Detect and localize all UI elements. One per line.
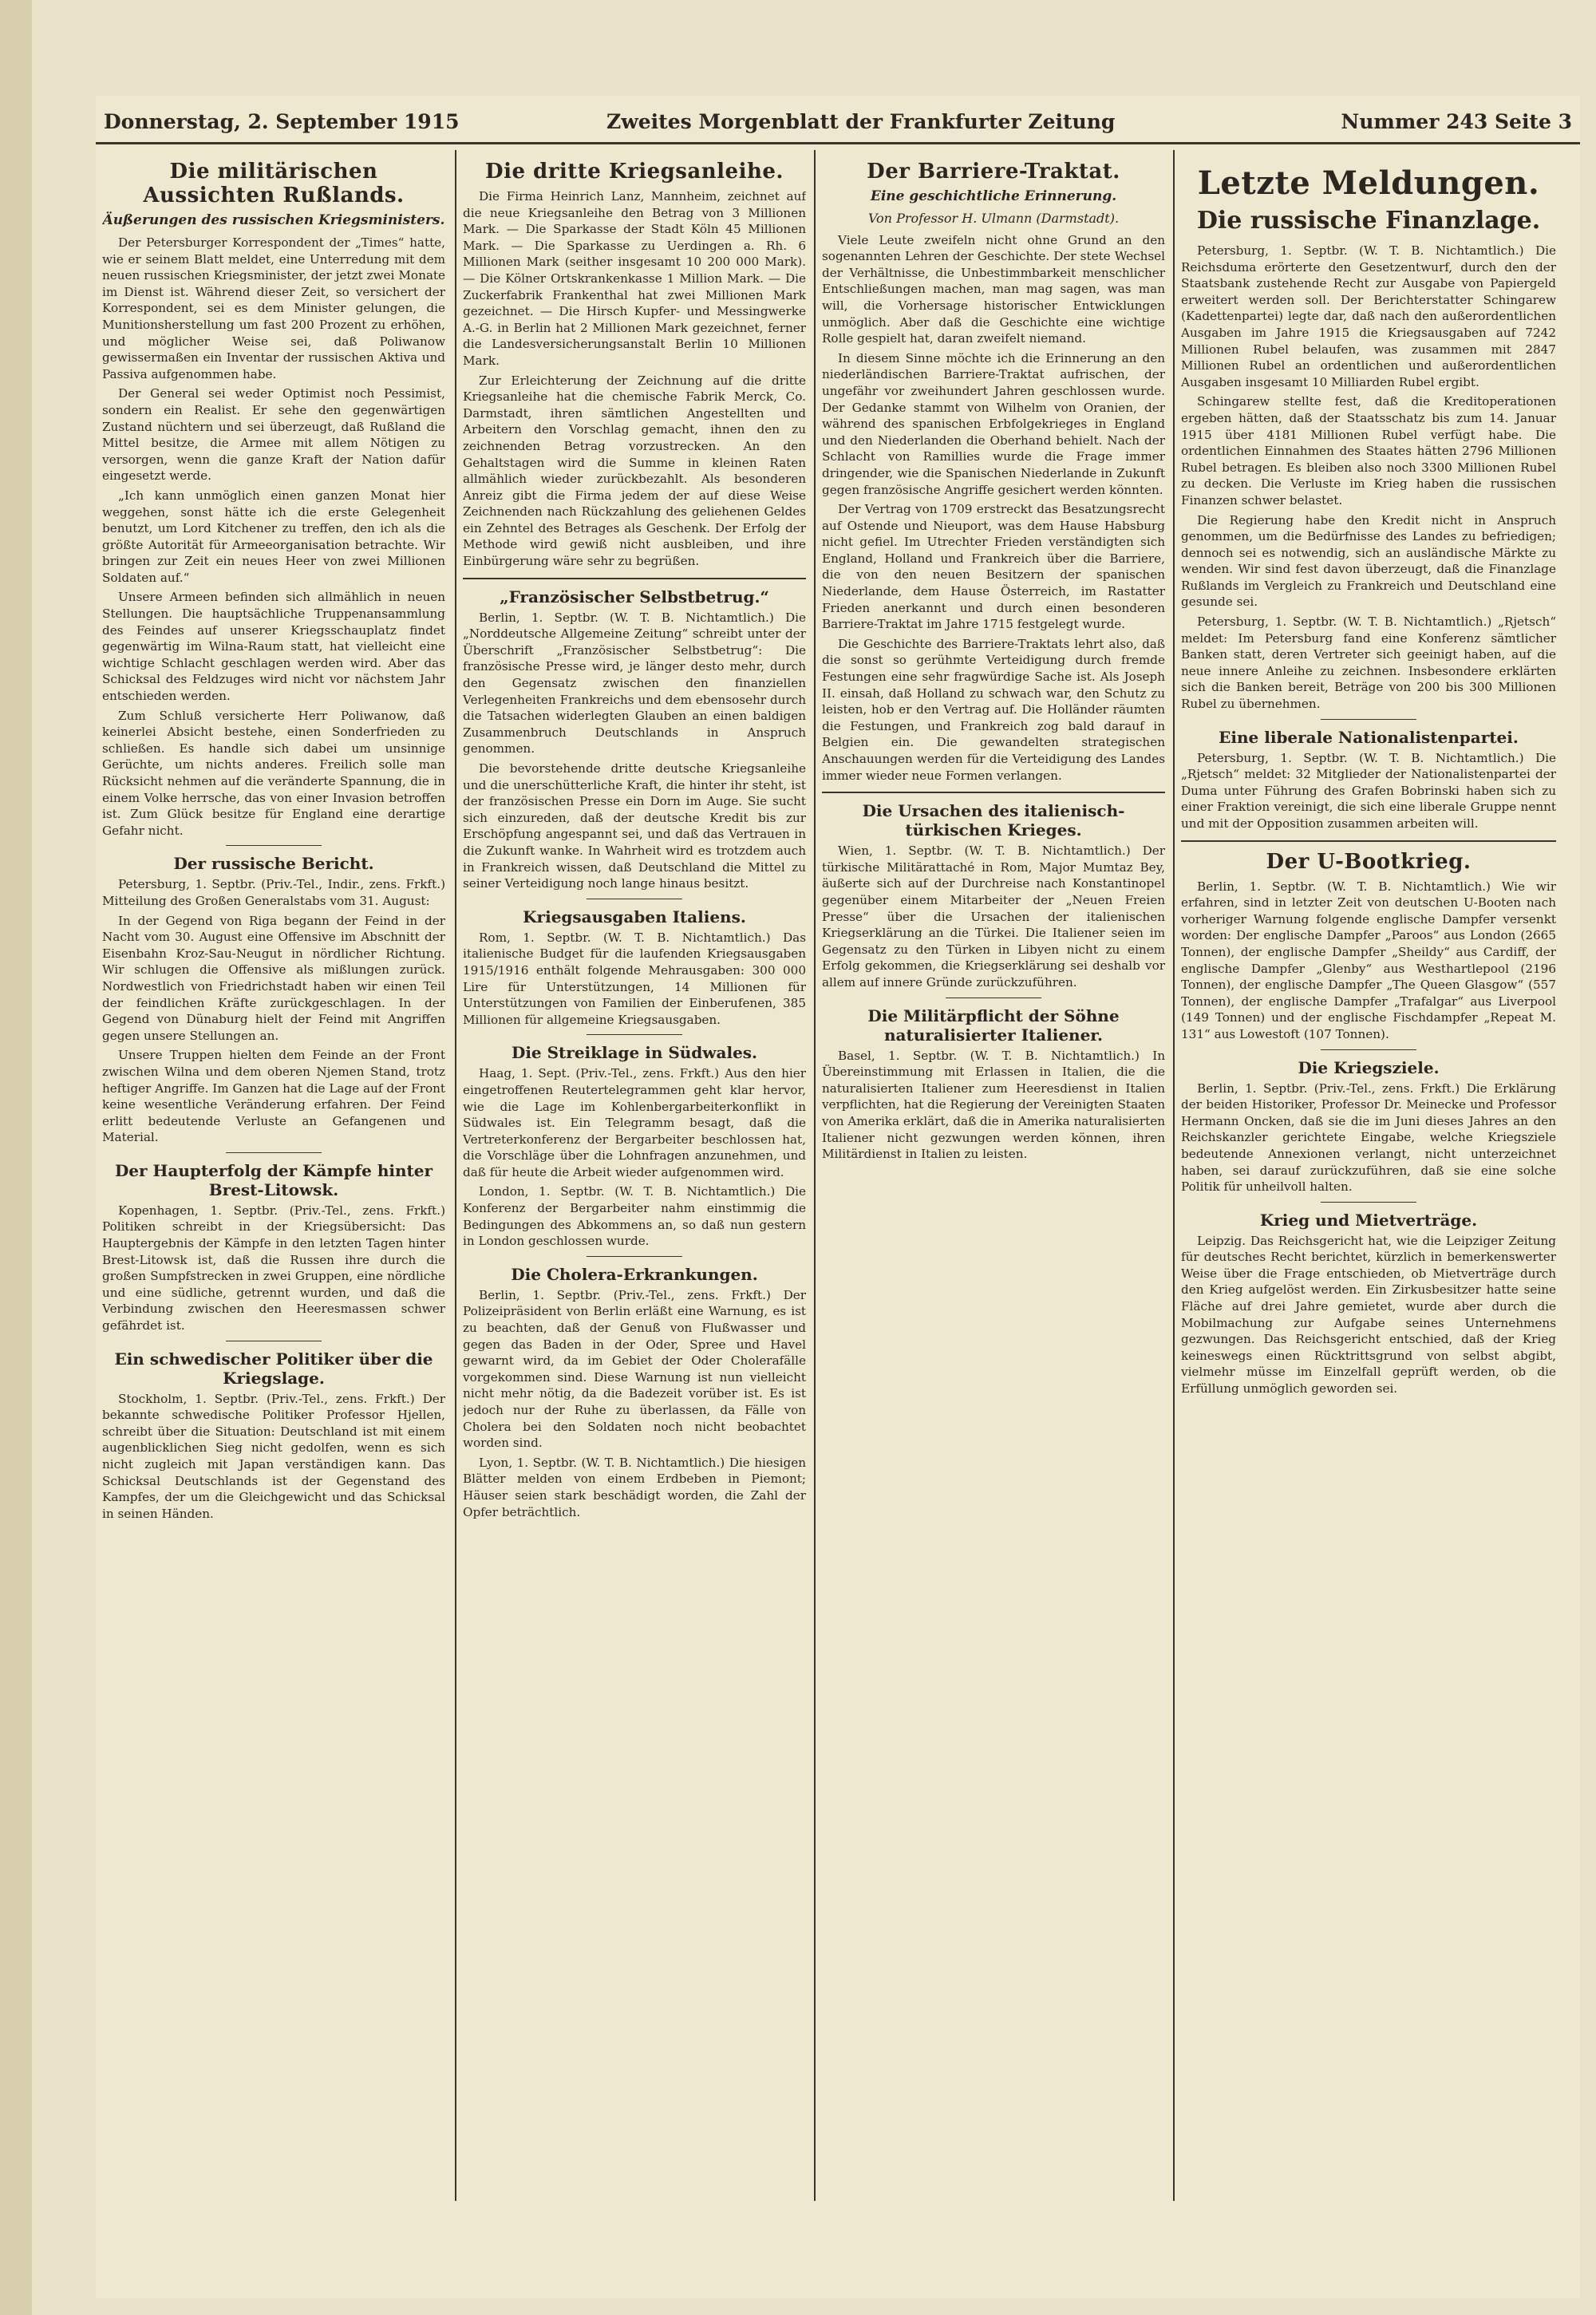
article-paragraph: Zum Schluß versicherte Herr Poliwanow, daß keinerlei Absicht bestehe, einen Sonderfrieden zu schließen. Es handle sich dabei um unsinnige Gerüchte, um nichts anderes. Freilich solle man Rücksicht nehmen auf die veränderte Spannung, die in einem Volke herrsche, das von einer Invasion betroffen ist. Zum Glück besitze für England eine derartige Gefahr nicht. [102,708,445,838]
column-2 [463,152,806,2195]
article-paragraph: Zur Erleichterung der Zeichnung auf die dritte Kriegsanleihe hat die chemische Fabrik Merck, Co. Darmstadt, ihren sämtlichen Angestellten und Arbeitern den Vorschlag gemacht, ihnen den zu zeichnenden Betrag vorzustrecken. An den Gehaltstagen wird die Summe in kleinen Raten allmählich wieder zurückbezahlt. Als besonderen Anreiz gibt die Firma jedem der auf diese Weise Zeichnenden nach Rückzahlung des geliehenen Geldes ein Zehntel des Betrages als Geschenk. Der Erfolg der Methode wird gewiß nicht ausbleiben, und ihre Einbürgerung wäre sehr zu begrüßen. [463,373,806,569]
article-title: Krieg und Mietverträge. [1259,1210,1478,1230]
article-title: Die russische Finanzlage. [1196,207,1541,235]
article-title: Der U-Bootkrieg. [1266,849,1472,874]
article-paragraph: „Ich kann unmöglich einen ganzen Monat hier weggehen, sonst hätte ich die erste Gelegenheit benutzt, um Lord Kitchener zu treffen, den ich als die größte Autorität für Armeeorganisation betrachte. Wir bringen zur Zeit ein neues Heer von zwei Millionen Soldaten auf.“ [102,488,445,585]
article-byline: Von Professor H. Ulmann (Darmstadt). [867,211,1120,226]
article-paragraph: Der Petersburger Korrespondent der „Times“ hatte, wie er seinem Blatt meldet, eine Unterredung mit dem neuen russischen Kriegsminister, der jetzt zwei Monate im Dienst ist. Während dieser Zeit, so versichert der Korrespondent, sei es dem Minister gelungen, die Munitionsherstellung um fast 200 Prozent zu erhöhen, und möglicher Weise sei, daß Poliwanow gewissermaßen ein Inventar der russischen Aktiva und Passiva aufgenommen habe. [102,235,445,381]
article-subtitle: Eine geschichtliche Erinnerung. [870,188,1117,204]
article-paragraph: In diesem Sinne möchte ich die Erinnerung an den niederländischen Barriere-Traktat aufrischen, der ungefähr vor zweihundert Jahren geschlossen wurde. Der Gedanke stammt von Wilhelm von Oranien, der während des spanischen Erbfolgekrieges in England und den Niederlanden die Oberhand behielt. Nach der Schlacht von Ramillies wurde die Frage immer dringender, wie die Spanischen Niederlande in Zukunft gegen französische Angriffe gesichert werden könnten. [822,350,1165,497]
header-date: Donnerstag, 2. September 1915 [104,110,460,133]
divider [226,1152,322,1153]
column-rule [455,150,456,2201]
article-paragraph: Berlin, 1. Septbr. (W. T. B. Nichtamtlich.) Die „Norddeutsche Allgemeine Zeitung“ schreibt unter der Überschrift „Französischer Selbstbetrug“: Die französische Presse wird, je länger desto mehr, durch den Gegensatz zwischen den finanziellen Verlegenheiten Frankreichs und dem ebensosehr durch die Tatsachen widerlegten Glauben an einen baldigen Zusammenbruch Deutschlands in Anspruch genommen. [463,610,806,757]
divider [587,1256,682,1257]
column-1 [102,152,445,2195]
article-paragraph: Die Firma Heinrich Lanz, Mannheim, zeichnet auf die neue Kriegsanleihe den Betrag von 3 Millionen Mark. — Die Sparkasse der Stadt Köln 45 Millionen Mark. — Die Sparkasse zu Uerdingen a. Rh. 6 Millionen Mark (seither insgesamt 10 200 000 Mark). — Die Kölner Ortskrankenkasse 1 Million Mark. — Die Zuckerfabrik Frankenthal hat zwei Millionen Mark gezeichnet. — Die Hirsch Kupfer- und Messingwerke A.-G. in Berlin hat 2 Millionen Mark gezeichnet, ferner die Landesversicherungsanstalt Berlin 10 Millionen Mark. [463,189,806,368]
article-title: Der Barriere-Traktat. [867,160,1120,184]
section-title: Letzte Meldungen. [1197,164,1540,202]
article-title: Der russische Bericht. [173,854,374,874]
article-paragraph: Petersburg, 1. Septbr. (W. T. B. Nichtamtlich.) Die „Rjetsch“ meldet: 32 Mitglieder der Nationalistenpartei der Duma unter Führung des Grafen Bobrinski haben sich zu einer Fraktion vereinigt, die sich eine liberale Gruppe nennt und mit der Opposition zusammen arbeiten will. [1181,750,1556,831]
article-paragraph: Basel, 1. Septbr. (W. T. B. Nichtamtlich.) In Übereinstimmung mit Erlassen in Italien, die die naturalisierten Italiener zum Heeresdienst in Italien verpflichten, hat die Regierung der Vereinigten Staaten von Amerika erklärt, daß die in Amerika naturalisierten Italiener nicht gezwungen werden können, ihren Militärdienst in Italien zu leisten. [822,1048,1165,1162]
article-title: Die Kriegsziele. [1298,1057,1440,1077]
article-paragraph: Leipzig. Das Reichsgericht hat, wie die Leipziger Zeitung für deutsches Recht berichtet, kürzlich in bemerkenswerter Weise über die Frage entschieden, ob Mietverträge durch den Krieg aufgelöst werden. Ein Zirkusbesitzer hatte seine Fläche auf drei Jahre gemietet, wurde aber durch die Mobilmachung zur Aufgabe seines Unternehmens gezwungen. Das Reichsgericht entschied, daß der Krieg keineswegs einen Rücktrittsgrund von selbst abgibt, vielmehr müsse im Einzelfall geprüft werden, ob die Erfüllung unmöglich geworden sei. [1181,1233,1556,1397]
article-subtitle: Äußerungen des russischen Kriegsministers. [102,212,445,228]
article-paragraph: Unsere Truppen hielten dem Feinde an der Front zwischen Wilna und dem oberen Njemen Stand, trotz heftiger Angriffe. Im Ganzen hat die Lage auf der Front keine wesentliche Veränderung erfahren. Der Feind erlitt bedeutende Verluste an Gefangenen und Material. [102,1048,445,1145]
column-4 [1181,152,1556,2195]
article-paragraph: Kopenhagen, 1. Septbr. (Priv.-Tel., zens. Frkft.) Politiken schreibt in der Kriegsübersicht: Das Hauptergebnis der Kämpfe in den letzten Tagen hinter Brest-Litowsk ist, daß die Russen ihre durch die großen Sumpfstrecken in zwei Gruppen, eine nördliche und eine südliche, getrennt wurden, und daß die Verbindung zwischen den Heeresmassen schwer gefährdet ist. [102,1203,445,1333]
divider [226,845,322,846]
article-paragraph: Rom, 1. Septbr. (W. T. B. Nichtamtlich.) Das italienische Budget für die laufenden Kriegsausgaben 1915/1916 enthält folgende Mehrausgaben: 300 000 Lire für Unterstützungen, 14 Millionen für Unterstützungen von Familien der Einberufenen, 385 Millionen für allgemeine Kriegsausgaben. [463,930,806,1027]
column-3 [822,152,1165,2195]
article-paragraph: Petersburg, 1. Septbr. (W. T. B. Nichtamtlich.) Die Reichsduma erörterte den Gesetzentwurf, durch den der Staatsbank zustehende Recht zur Ausgabe von Papiergeld erweitert werden soll. Der Berichterstatter Schingarew (Kadettenpartei) legte dar, daß nach den außerordentlichen Ausgaben im Jahre 1915 die Kriegsausgaben auf 7242 Millionen Rubel belaufen, was zusammen mit 2847 Millionen Rubel an ordentlichen und außerordentlichen Ausgaben insgesamt 10 Milliarden Rubel ergibt. [1181,243,1556,389]
article-paragraph: Schingarew stellte fest, daß die Kreditoperationen ergeben hätten, daß der Staatsschatz bis zum 14. Januar 1915 über 4181 Millionen Rubel verfügt habe. Die ordentlichen Einnahmen des Staates hätten 2796 Millionen Rubel betragen. Es bleiben also noch 3300 Millionen Rubel zu decken. Die Verluste im Krieg haben die russischen Finanzen schwer belastet. [1181,394,1556,508]
article-paragraph: London, 1. Septbr. (W. T. B. Nichtamtlich.) Die Konferenz der Bergarbeiter nahm einstimmig die Bedingungen des Abkommens an, so daß nun gestern in London geschlossen wurde. [463,1184,806,1249]
article-paragraph: Petersburg, 1. Septbr. (W. T. B. Nichtamtlich.) „Rjetsch“ meldet: Im Petersburg fand eine Konferenz sämtlicher Banken statt, deren Vertreter sich geeinigt haben, auf die neue innere Anleihe zu zeichnen. Insbesondere erklärten sich die Banken bereit, Beträge von 200 bis 300 Millionen Rubel zu übernehmen. [1181,614,1556,712]
article-paragraph: Viele Leute zweifeln nicht ohne Grund an den sogenannten Lehren der Geschichte. Der stete Wechsel der Verhältnisse, die Unbestimmbarkeit menschlicher Entschließungen machen, man mag sagen, was man will, die Vorhersage historischer Entwicklungen unmöglich. Aber daß die Geschichte eine wichtige Rolle gespielt hat, daran zweifelt niemand. [822,232,1165,346]
article-title: Die Streiklage in Südwales. [511,1043,758,1063]
article-title: Kriegsausgaben Italiens. [523,907,746,926]
article-title: Die Ursachen des italienisch-türkischen Krieges. [862,801,1125,840]
divider [1321,719,1416,720]
page-edge [0,0,32,2315]
page-header [96,110,1580,144]
article-paragraph: Wien, 1. Septbr. (W. T. B. Nichtamtlich.) Der türkische Militärattaché in Rom, Major Mumtaz Bey, äußerte sich auf der Durchreise nach Konstantinopel gegenüber einem Mitarbeiter der „Neuen Freien Presse“ über die Ursachen der italienischen Kriegserklärung an die Türkei. Die Italiener seien im Gegensatz zu den Türken in Libyen nicht zu einem Erfolg gekommen, die Kriegserklärung sei deshalb vor allem auf innere Gründe zurückzuführen. [822,843,1165,990]
article-paragraph: In der Gegend von Riga begann der Feind in der Nacht vom 30. August eine Offensive im Abschnitt der Eisenbahn Kroz-Sau-Neugut in nördlicher Richtung. Wir schlugen die Offensive als mißlungen zurück. Nordwestlich von Friedrichstadt haben wir einen Teil der feindlichen Kräfte zurückgeschlagen. In der Gegend von Dünaburg hielt der Feind mit Angriffen gegen unsere Stellungen an. [102,913,445,1043]
article-paragraph: Berlin, 1. Septbr. (Priv.-Tel., zens. Frkft.) Der Polizeipräsident von Berlin erläßt eine Warnung, es ist zu beachten, daß der Genuß von Flußwasser und gegen das Baden in der Oder, Spree und Havel gewarnt wird, da im Gebiet der Oder Cholerafälle vorgekommen sind. Diese Warnung ist nun vielleicht nicht mehr nötig, da die Badezeit vorüber ist. Es ist jedoch nur der Ruhe zu überlassen, da Fälle von Cholera bei den Soldaten noch nicht beobachtet worden sind. [463,1287,806,1451]
header-number: Nummer 243 Seite 3 [1341,110,1572,133]
header-edition: Zweites Morgenblatt der Frankfurter Zeitung [606,110,1116,133]
divider [1181,840,1556,842]
article-title: Ein schwedischer Politiker über die Kriegslage. [114,1349,433,1388]
divider [1321,1202,1416,1203]
divider [463,578,806,579]
article-title: Die Cholera-Erkrankungen. [511,1264,758,1284]
article-title: Der Haupterfolg der Kämpfe hinter Brest-Litowsk. [114,1160,433,1199]
article-paragraph: Unsere Armeen befinden sich allmählich in neuen Stellungen. Die hauptsächliche Truppenansammlung des Feindes auf unserer Kriegsschauplatz findet gegenwärtig im Wilna-Raum statt, hat vielleicht eine wichtige Schlacht geschlagen werden wird. Aber das Schicksal des Feldzuges wird nicht vor nächstem Jahr entschieden werden. [102,590,445,704]
article-paragraph: Der Vertrag von 1709 erstreckt das Besatzungsrecht auf Ostende und Nieuport, was dem Hause Habsburg nicht gefiel. Im Utrechter Frieden verständigten sich England, Holland und Frankreich über die Barriere, die von den neuen Besitzern der spanischen Niederlande, dem Hause Österreich, im Rastatter Frieden anerkannt und durch einen besonderen Barriere-Traktat im Jahre 1715 festgelegt wurde. [822,502,1165,632]
article-paragraph: Berlin, 1. Septbr. (W. T. B. Nichtamtlich.) Wie wir erfahren, sind in letzter Zeit von deutschen U-Booten nach vorheriger Warnung folgende englische Dampfer versenkt worden: Der englische Dampfer „Paroos“ aus London (2665 Tonnen), der englische Dampfer „Sheildy“ aus Cardiff, der englische Dampfer „Glenby“ aus Westhartlepool (2196 Tonnen), der englische Dampfer „The Queen Glasgow“ (557 Tonnen), der englische Dampfer „Trafalgar“ aus Liverpool (149 Tonnen) und der englische Fischdampfer „Repeat M. 131“ aus Lowestoft (107 Tonnen). [1181,879,1556,1041]
article-paragraph: Die Regierung habe den Kredit nicht in Anspruch genommen, um die Bedürfnisse des Landes zu befriedigen; dennoch sei es notwendig, sich an ausländische Märkte zu wenden. Wir sind fest davon überzeugt, daß die Finanzlage Rußlands im Vergleich zu Frankreich und Deutschland eine gesunde sei. [1181,512,1556,610]
article-title: Die dritte Kriegsanleihe. [485,160,784,184]
article-paragraph: Die Geschichte des Barriere-Traktats lehrt also, daß die sonst so gerühmte Verteidigung durch fremde Festungen eine sehr fragwürdige Sache ist. Als Joseph II. einsah, daß Holland zu schwach war, den Schutz zu leisten, hob er den Vertrag auf. Die Holländer räumten die Festungen, und Frankreich zog bald darauf in Belgien ein. Die gewandelten strategischen Anschauungen werden für die Verteidigung des Landes immer wieder neue Formen verlangen. [822,636,1165,783]
article-title: „Französischer Selbstbetrug.“ [500,587,769,606]
divider [587,1034,682,1035]
article-paragraph: Die bevorstehende dritte deutsche Kriegsanleihe und die unerschütterliche Kraft, die hinter ihr steht, ist der französischen Presse ein Dorn im Auge. Sie sucht sich einzureden, daß der deutsche Kredit bis zur Erschöpfung angespannt sei, und daß das Vertrauen in die Zukunft wanke. In Wahrheit wird es trotzdem auch in Frankreich wissen, daß Deutschland die Mittel zu seiner Verteidigung noch lange hinaus besitzt. [463,761,806,891]
article-paragraph: Der General sei weder Optimist noch Pessimist, sondern ein Realist. Er sehe den gegenwärtigen Zustand nüchtern und sei überzeugt, daß Rußland die Mittel besitze, die Armee mit allem Nötigen zu versorgen, wenn die ganze Kraft der Nation dafür eingesetzt werde. [102,386,445,484]
article-paragraph: Berlin, 1. Septbr. (Priv.-Tel., zens. Frkft.) Die Erklärung der beiden Historiker, Professor Dr. Meinecke und Professor Hermann Oncken, daß sie die im Juni dieses Jahres an den Reichskanzler gerichtete Eingabe, welche Kriegsziele bedeutende Annexionen verlangt, nicht unterzeichnet haben, sei darauf zurückzuführen, daß sie eine solche Politik für unheilvoll halten. [1181,1080,1556,1195]
article-title: Die militärischen Aussichten Rußlands. [143,160,405,207]
divider [1321,1049,1416,1050]
article-title: Eine liberale Nationalistenpartei. [1219,727,1519,747]
column-rule [1173,150,1175,2201]
article-paragraph: Haag, 1. Sept. (Priv.-Tel., zens. Frkft.) Aus den hier eingetroffenen Reutertelegrammen geht klar hervor, wie die Lage im Kohlenbergarbeiterkonflikt in Südwales ist. Ein Telegramm besagt, daß die Vertreterkonferenz der Bergarbeiter beschlossen hat, die Vorschläge über die Lohnfragen anzunehmen, und daß für heute die Arbeit wieder aufgenommen wird. [463,1066,806,1179]
article-paragraph: Petersburg, 1. Septbr. (Priv.-Tel., Indir., zens. Frkft.) Mitteilung des Großen Generalstabs vom 31. August: [102,877,445,908]
column-rule [814,150,816,2201]
article-title: Die Militärpflicht der Söhne naturalisierter Italiener. [867,1005,1120,1045]
article-paragraph: Lyon, 1. Septbr. (W. T. B. Nichtamtlich.) Die hiesigen Blätter melden von einem Erdbeben in Piemont; Häuser seien stark beschädigt worden, die Zahl der Opfer beträchtlich. [463,1455,806,1519]
article-paragraph: Stockholm, 1. Septbr. (Priv.-Tel., zens. Frkft.) Der bekannte schwedische Politiker Professor Hjellen, schreibt über die Situation: Deutschland ist mit einem augenblicklichen Sieg nicht gedolfen, wenn es sich nicht zugleich mit Japan verständigen kann. Das Schicksal Deutschlands ist der Gegenstand des Kampfes, der um die Gleichgewicht und das Schicksal in seinen Händen. [102,1391,445,1521]
divider [822,792,1165,793]
